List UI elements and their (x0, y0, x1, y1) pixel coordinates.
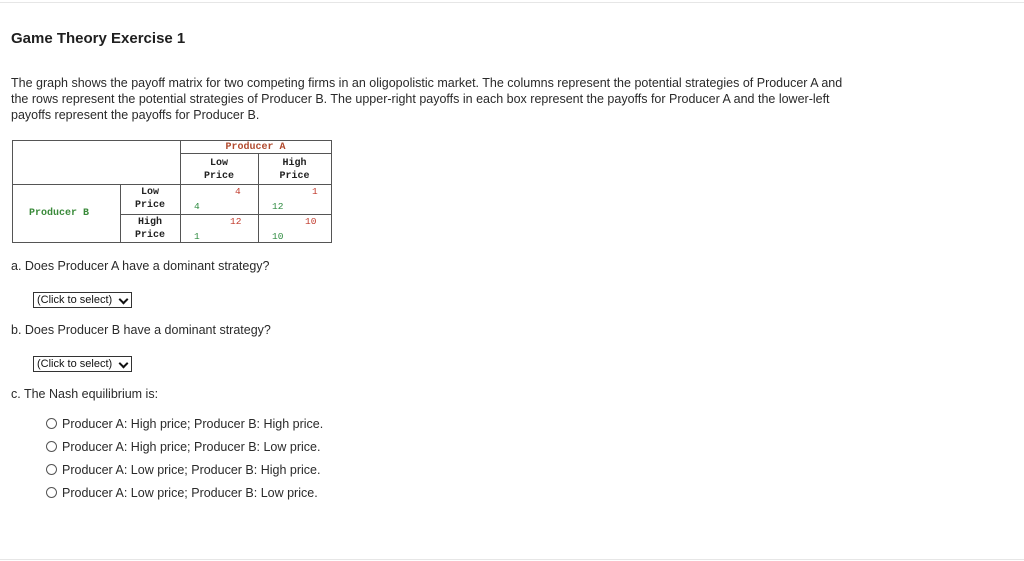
radio-button-icon[interactable] (46, 487, 57, 498)
matrix-divider-h3 (120, 214, 331, 215)
question-b-text: b. Does Producer B have a dominant strategy? (11, 323, 271, 337)
question-a-text: a. Does Producer A have a dominant strategy? (11, 259, 270, 273)
column-strategy-high-line1: High (282, 158, 307, 169)
nash-option-2-label: Producer A: High price; Producer B: Low price. (62, 440, 321, 454)
column-strategy-low-line1: Low (209, 158, 228, 169)
row-player-label: Producer B (29, 208, 90, 219)
question-b-select-value: (Click to select) (37, 358, 113, 370)
page-title: Game Theory Exercise 1 (11, 30, 186, 47)
radio-button-icon[interactable] (46, 441, 57, 452)
question-a-select[interactable] (33, 292, 132, 308)
payoff-a-high-high: 10 (305, 216, 317, 227)
nash-option-3-label: Producer A: Low price; Producer B: High price. (62, 463, 321, 477)
radio-button-icon[interactable] (46, 464, 57, 475)
bottom-divider (0, 559, 1024, 560)
intro-paragraph: The graph shows the payoff matrix for two competing firms in an oligopolistic market. The columns represent the potential strategies of Producer A and the rows represent the potential strategies of Producer B. The upper-right payoffs in each box represent the payoffs for Producer A and the lower-left payoffs represent the payoffs for Producer B. (11, 76, 843, 122)
question-c-text: c. The Nash equilibrium is: (11, 387, 159, 401)
payoff-a-low-high: 1 (312, 186, 318, 197)
payoff-b-low-low: 4 (194, 201, 200, 212)
payoff-matrix (12, 140, 332, 243)
chevron-down-icon (119, 295, 129, 305)
column-strategy-low-line2: Price (203, 171, 234, 182)
column-player-label: Producer A (225, 142, 286, 153)
payoff-b-high-high: 10 (272, 231, 284, 242)
row-strategy-low-line1: Low (140, 187, 159, 198)
column-strategy-high-line2: Price (279, 171, 310, 182)
payoff-b-low-high: 12 (272, 201, 284, 212)
row-strategy-high-line2: Price (134, 230, 165, 241)
payoff-a-high-low: 12 (230, 216, 242, 227)
row-strategy-high-line1: High (137, 217, 162, 228)
chevron-down-icon (119, 359, 129, 369)
nash-option-4-label: Producer A: Low price; Producer B: Low price. (62, 486, 318, 500)
payoff-b-high-low: 1 (194, 231, 200, 242)
nash-option-1-label: Producer A: High price; Producer B: High price. (62, 417, 324, 431)
payoff-a-low-low: 4 (235, 186, 241, 197)
top-divider (0, 2, 1024, 3)
row-strategy-low-line2: Price (134, 200, 165, 211)
radio-button-icon[interactable] (46, 418, 57, 429)
question-a-select-value: (Click to select) (37, 294, 113, 306)
question-b-select[interactable] (33, 356, 132, 372)
matrix-divider-h2 (13, 184, 331, 185)
